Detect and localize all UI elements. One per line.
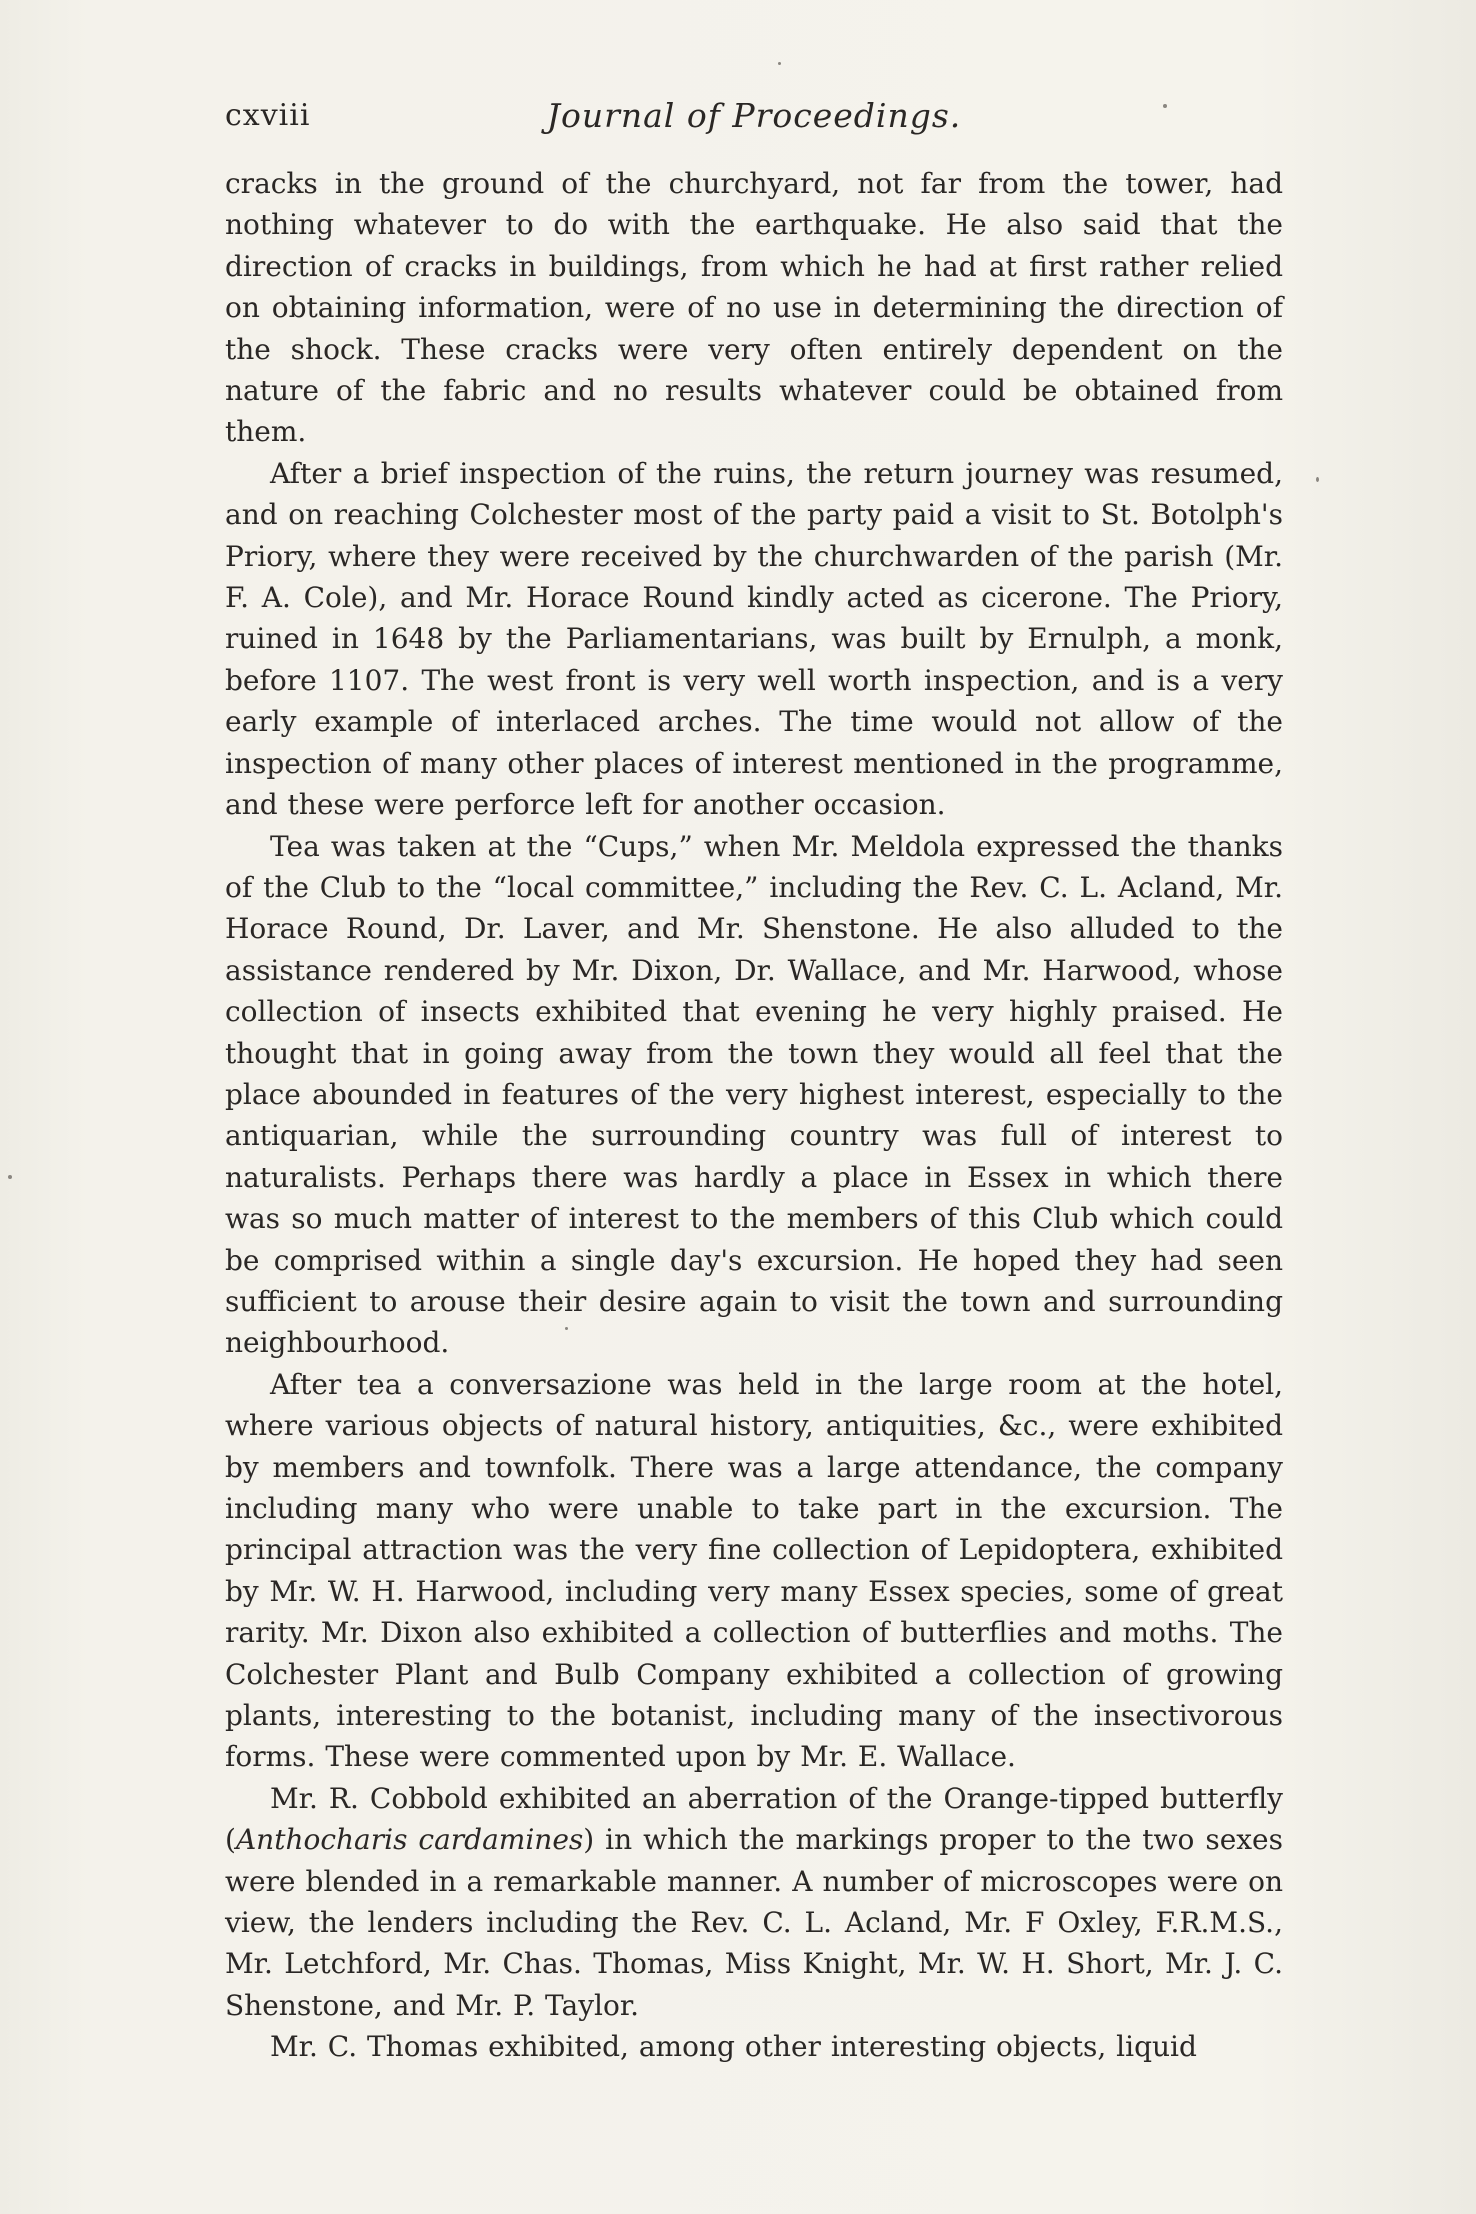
- body-text: [225, 163, 1283, 2068]
- scan-speck: [1316, 477, 1319, 482]
- scan-speck: [1163, 104, 1167, 108]
- species-name: Anthocharis cardamines: [235, 1823, 584, 1857]
- paragraph-cobbold-exhibit: [225, 1778, 1283, 2026]
- paragraph-ruins-and-priory: After a brief inspection of the ruins, the return journey was resumed, and on reaching Colchester most of the party paid a visit to St. Botolph's Priory, where they were received by the churchwarden of the parish (Mr. F. A. Cole), and Mr. Horace Round kindly acted as cicerone. The Priory, ruined in 1648 by the Parliamentarians, was built by Ernulph, a monk, before 1107. The west front is very well worth inspection, and is a very early example of interlaced arches. The time would not allow of the inspection of many other places of interest mentioned in the programme, and these were perforce left for another occasion.: [225, 456, 1283, 822]
- cobbold-text-after: ) in which the markings proper to the two sexes were blended in a remarkable manner. A number of microscopes were on view, the lenders including the Rev. C. L. Acland, Mr. F Oxley, F.R.M.S., Mr. Letchford, Mr. Chas. Thomas, Miss Knight, Mr. W. H. Short, Mr. J. C. Shenstone, and Mr. P. Taylor.: [225, 1823, 1283, 2022]
- paragraph-thomas-exhibit: Mr. C. Thomas exhibited, among other interesting objects, liquid: [270, 2030, 1197, 2064]
- cobbold-text-before: Mr. R. Cobbold exhibited an aberration of the Orange-tipped butterfly (: [225, 1781, 1283, 1857]
- scan-speck: [8, 1175, 12, 1179]
- page-header: [225, 92, 1283, 148]
- paragraph-continued: cracks in the ground of the churchyard, not far from the tower, had nothing whatever to do with the earthquake. He also said that the direction of cracks in buildings, from which he had at first rather relied on obtaining information, were of no use in determining the direction of the shock. These cracks were very often entirely dependent on the nature of the fabric and no results whatever could be obtained from them.: [225, 167, 1283, 449]
- scan-speck: [565, 1327, 568, 1330]
- page-number: cxviii: [225, 98, 311, 133]
- paragraph-tea-at-cups: Tea was taken at the “Cups,” when Mr. Meldola expressed the thanks of the Club to the “local committee,” including the Rev. C. L. Acland, Mr. Horace Round, Dr. Laver, and Mr. Shenstone. He also alluded to the assistance rendered by Mr. Dixon, Dr. Wallace, and Mr. Harwood, whose collection of insects exhibited that evening he very highly praised. He thought that in going away from the town they would all feel that the place abounded in features of the very highest interest, especially to the antiquarian, while the surrounding country was full of interest to naturalists. Perhaps there was hardly a place in Essex in which there was so much matter of interest to the members of this Club which could be comprised within a single day's excursion. He hoped they had seen sufficient to arouse their desire again to visit the town and surrounding neighbourhood.: [225, 829, 1283, 1360]
- paragraph-conversazione: After tea a conversazione was held in the large room at the hotel, where various objects of natural history, antiquities, &c., were exhibited by members and townfolk. There was a large attendance, the company including many who were unable to take part in the excursion. The principal attraction was the very fine collection of Lepidoptera, exhibited by Mr. W. H. Harwood, including very many Essex species, some of great rarity. Mr. Dixon also exhibited a collection of butterflies and moths. The Colchester Plant and Bulb Company exhibited a collection of growing plants, interesting to the botanist, including many of the insectivorous forms. These were commented upon by Mr. E. Wallace.: [225, 1367, 1283, 1774]
- running-title: Journal of Proceedings.: [546, 96, 962, 135]
- scan-speck: [778, 62, 781, 65]
